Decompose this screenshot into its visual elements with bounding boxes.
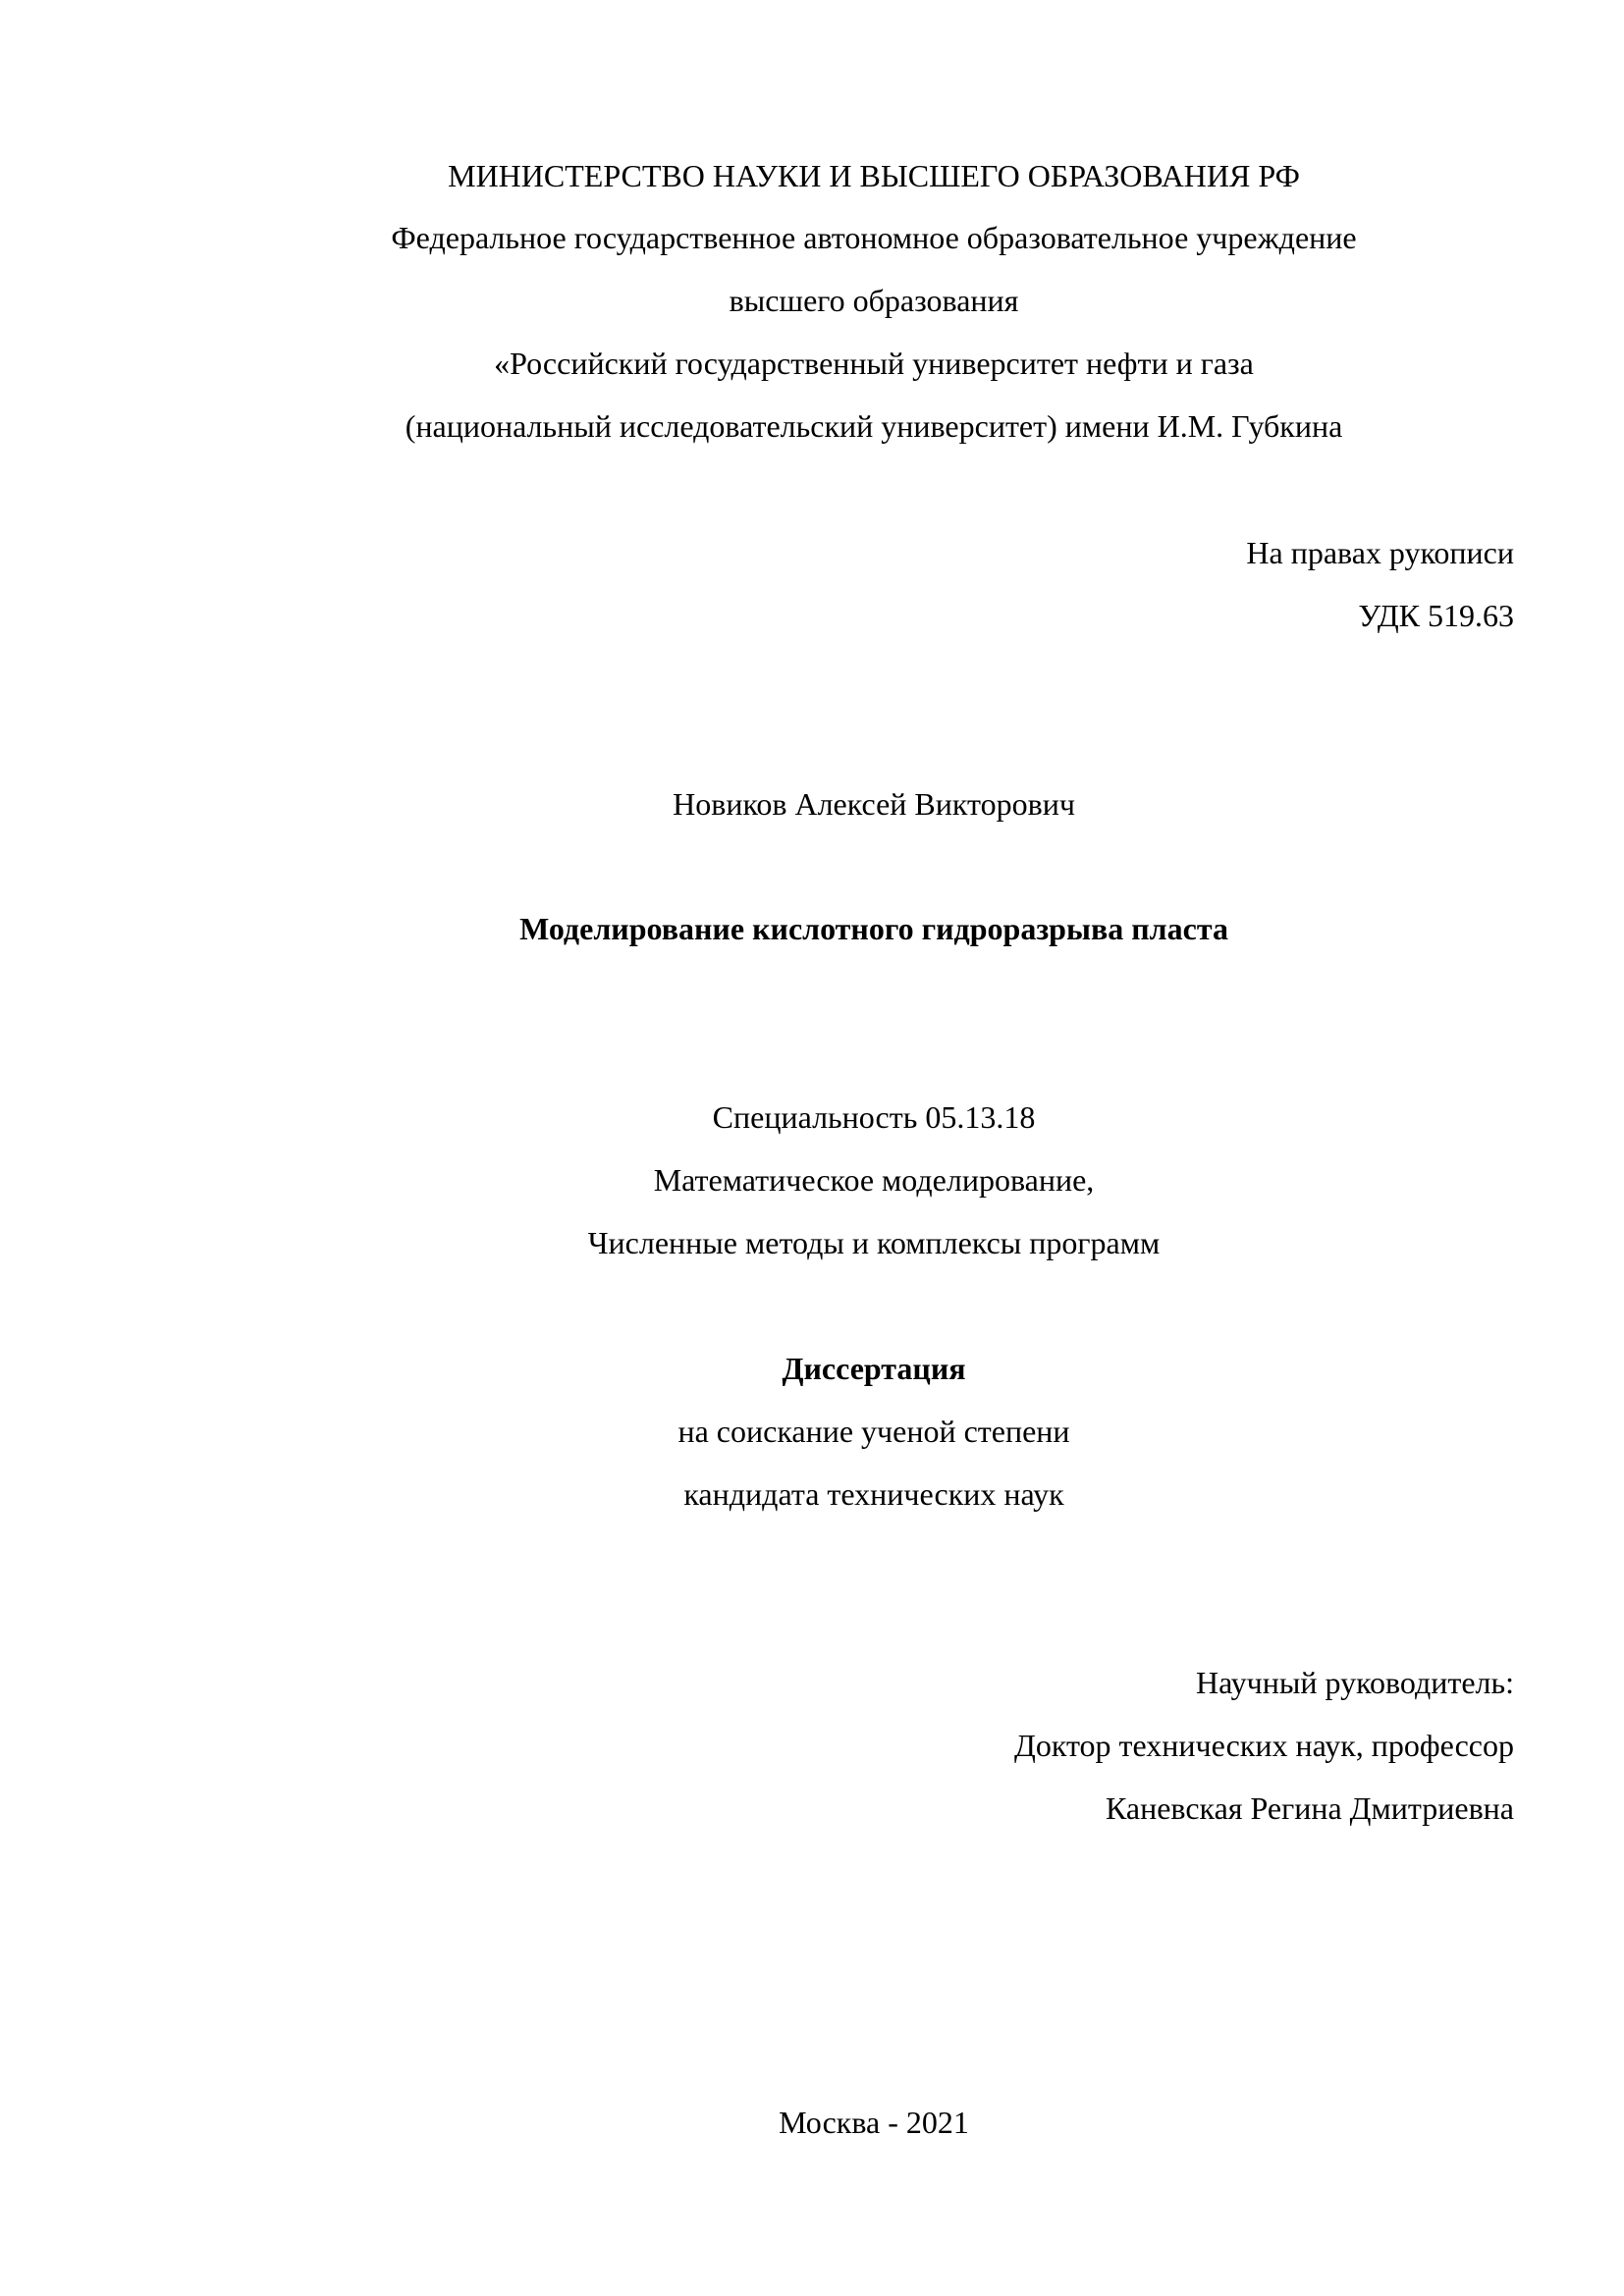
author-name: Новиков Алексей Викторович [673, 786, 1075, 822]
supervisor-label: Научный руководитель: [1195, 1665, 1514, 1700]
specialty-code: Специальность 05.13.18 [712, 1099, 1036, 1135]
institution-type-line2: высшего образования [729, 283, 1019, 318]
university-line1: «Российский государственный университет нефти и газа [494, 346, 1254, 381]
ministry-heading: МИНИСТЕРСТВО НАУКИ И ВЫСШЕГО ОБРАЗОВАНИЯ РФ [448, 158, 1300, 193]
supervisor-name: Каневская Регина Дмитриевна [1105, 1790, 1514, 1826]
degree-line2: кандидата технических наук [683, 1476, 1064, 1512]
degree-type: Диссертация [782, 1351, 966, 1386]
supervisor-credentials: Доктор технических наук, профессор [1013, 1728, 1514, 1763]
institution-type-line1: Федеральное государственное автономное образовательное учреждение [391, 220, 1357, 255]
dissertation-title: Моделирование кислотного гидроразрыва пласта [519, 911, 1228, 946]
city-year: Москва - 2021 [779, 2105, 969, 2140]
university-line2: (национальный исследовательский университет) имени И.М. Губкина [405, 408, 1343, 444]
manuscript-rights: На правах рукописи [1246, 535, 1514, 570]
specialty-line1: Математическое моделирование, [653, 1162, 1095, 1198]
udc-code: УДК 519.63 [1358, 598, 1514, 633]
specialty-line2: Численные методы и комплексы программ [587, 1225, 1161, 1260]
degree-line1: на соискание ученой степени [677, 1414, 1070, 1449]
